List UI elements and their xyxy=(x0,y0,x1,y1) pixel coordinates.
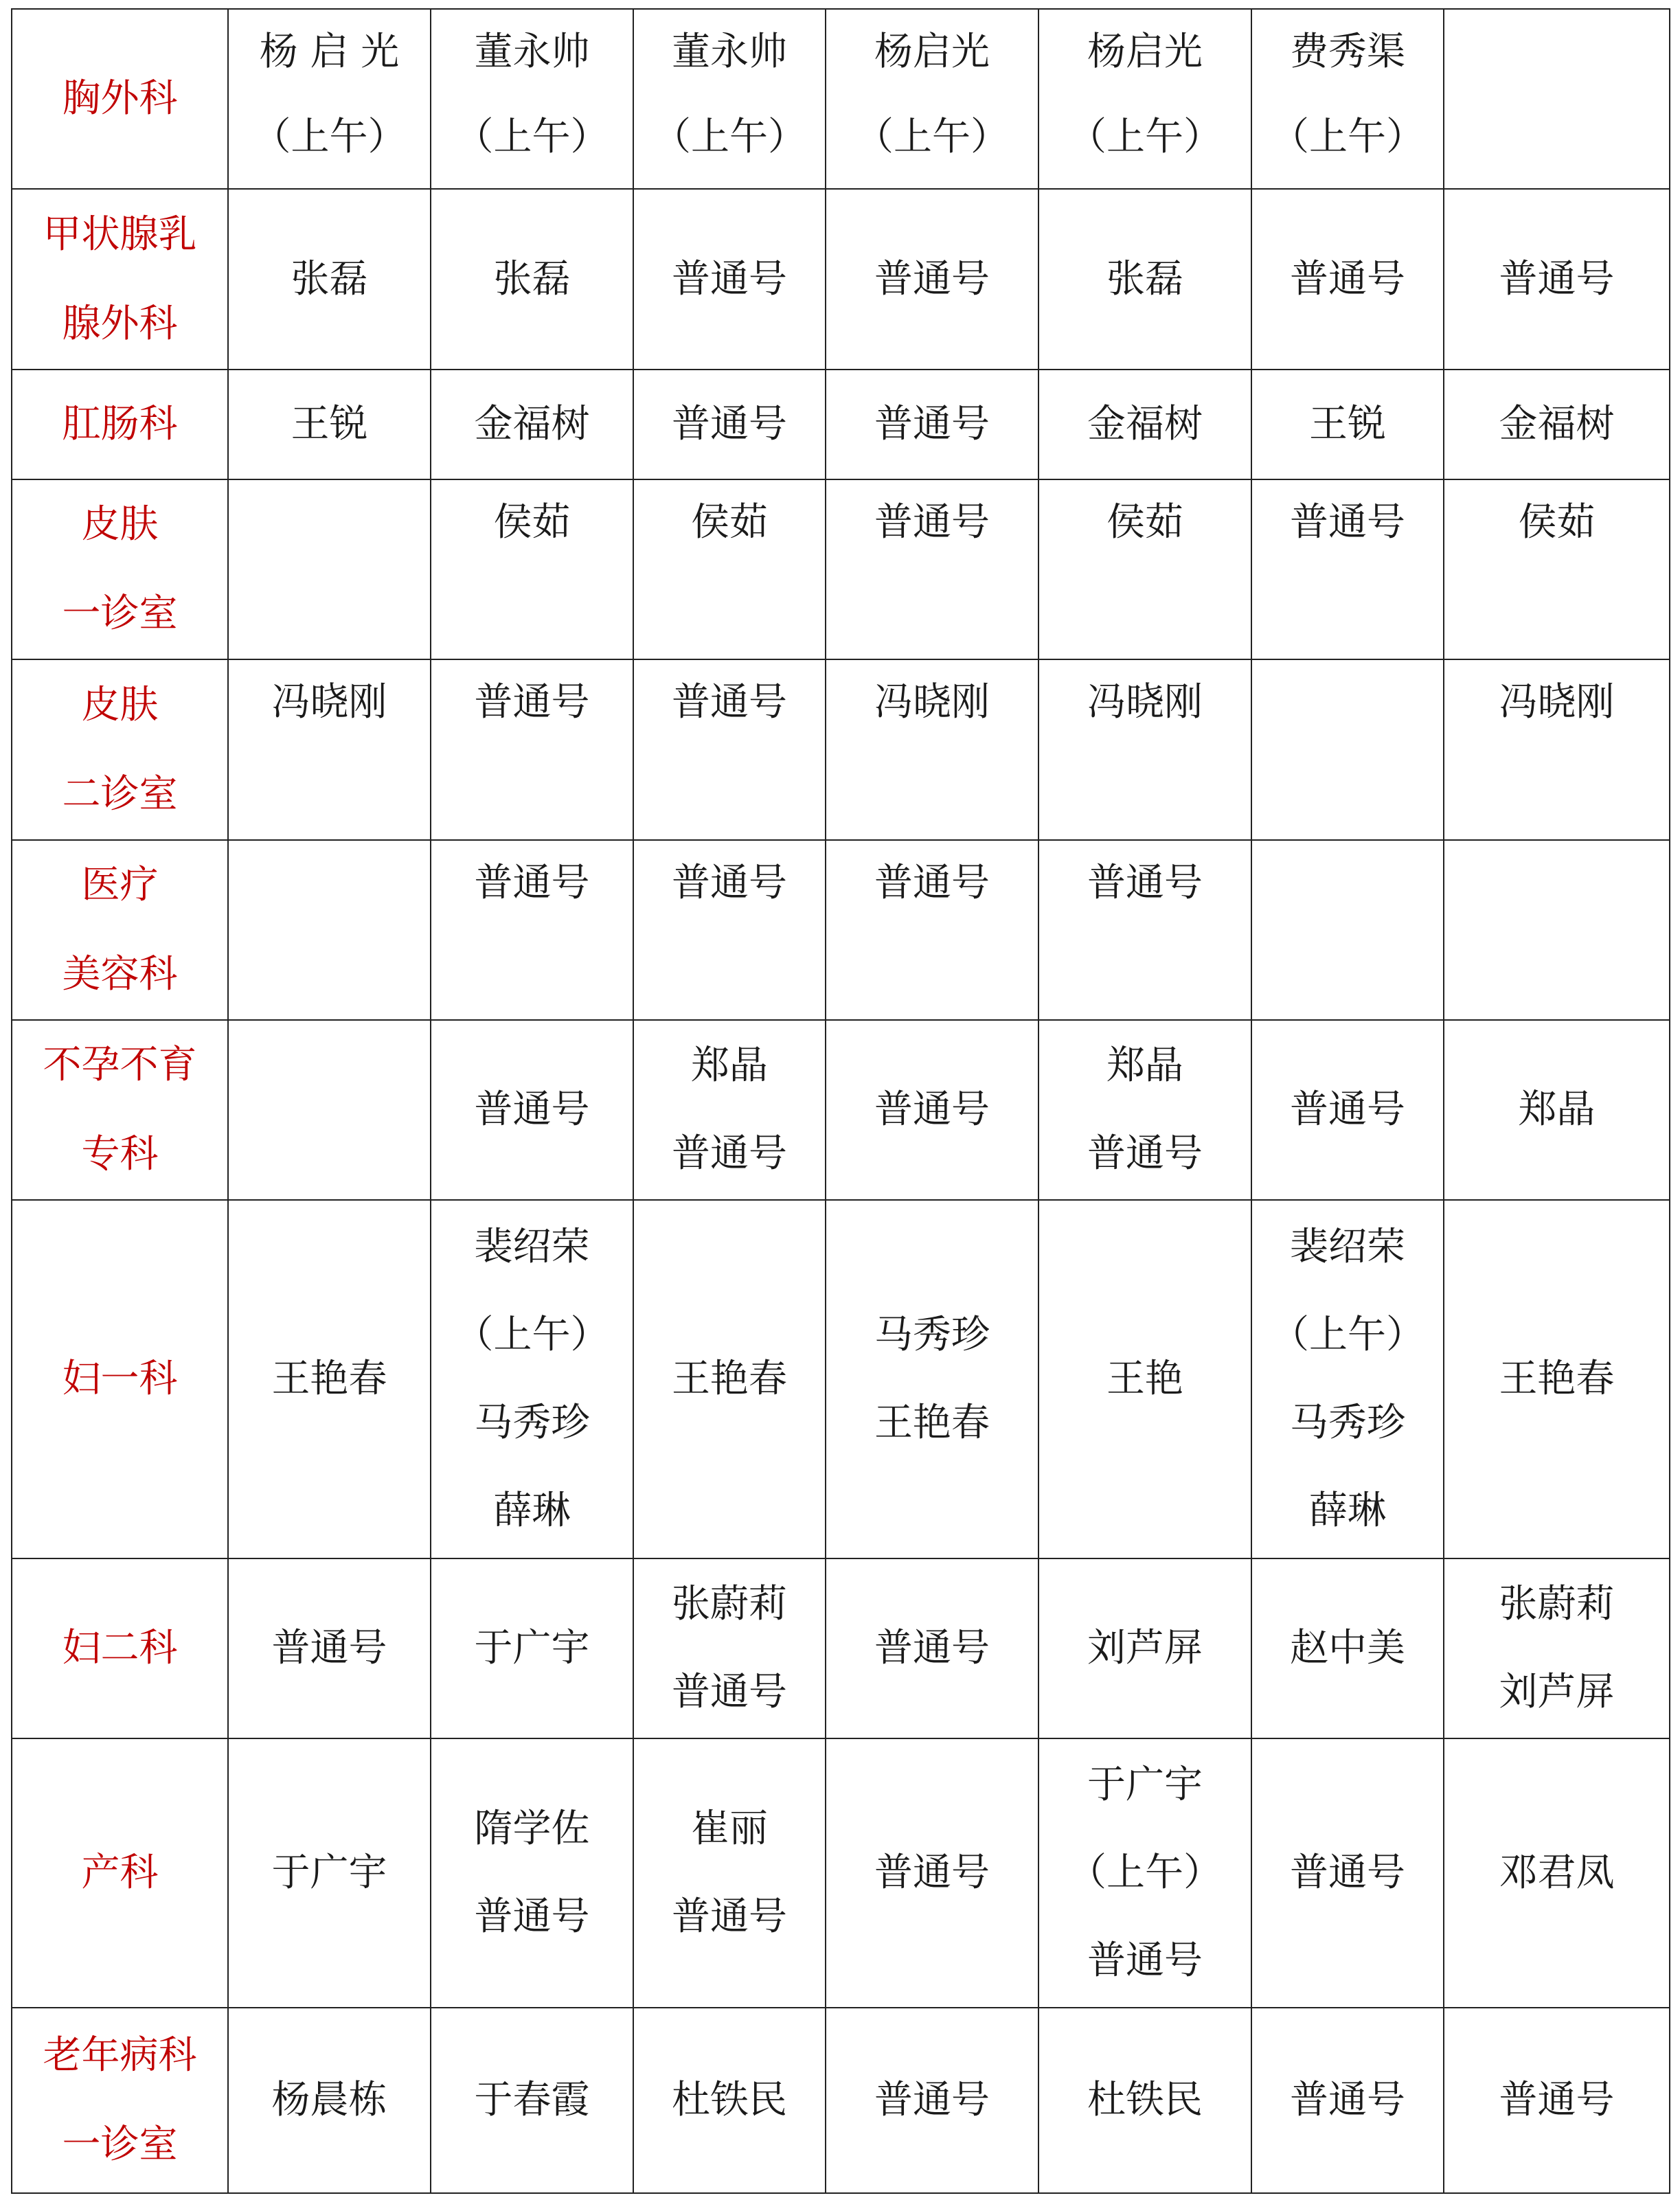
schedule-cell xyxy=(1251,1558,1444,1738)
schedule-cell xyxy=(228,2008,431,2193)
schedule-cell xyxy=(1251,1738,1444,2008)
doctor-entry: 冯晓刚 xyxy=(1087,680,1203,725)
doctor-entry: 张蔚莉 xyxy=(672,1582,787,1626)
doctor-entry: 马秀珍 xyxy=(474,1400,590,1445)
table-row xyxy=(12,1200,1670,1558)
doctor-entry: 侯茹 xyxy=(691,500,768,545)
schedule-cell xyxy=(431,2008,633,2193)
schedule-cell xyxy=(1444,9,1670,189)
doctor-entry: （上午） xyxy=(252,115,407,159)
department-cell xyxy=(12,370,228,479)
schedule-cell xyxy=(633,1020,826,1200)
schedule-cell xyxy=(826,479,1038,659)
schedule-cell xyxy=(633,370,826,479)
doctor-entry: （上午） xyxy=(1271,1313,1424,1357)
department-name: 妇二科 xyxy=(62,1626,178,1670)
department-name: 皮肤 xyxy=(81,682,159,727)
doctor-entry: 马秀珍 xyxy=(1290,1400,1405,1445)
doctor-entry: 普通号 xyxy=(672,680,787,725)
doctor-entry: （上午） xyxy=(1068,115,1222,159)
doctor-entry: 普通号 xyxy=(874,1626,990,1670)
schedule-cell xyxy=(1444,840,1670,1020)
schedule-cell xyxy=(826,1558,1038,1738)
schedule-body xyxy=(12,9,1670,2193)
doctor-entry: 普通号 xyxy=(672,402,787,446)
doctor-entry: （上午） xyxy=(455,1313,609,1357)
doctor-entry: 王艳春 xyxy=(271,1357,387,1401)
doctor-entry: 王锐 xyxy=(291,402,368,446)
schedule-cell xyxy=(228,9,431,189)
schedule-cell xyxy=(431,1558,633,1738)
schedule-cell xyxy=(1251,1200,1444,1558)
table-row xyxy=(12,9,1670,189)
doctor-entry: 普通号 xyxy=(672,256,787,302)
doctor-entry: 金福树 xyxy=(474,402,590,446)
schedule-cell xyxy=(633,9,826,189)
schedule-cell xyxy=(431,189,633,370)
schedule-cell xyxy=(1444,659,1670,840)
schedule-cell xyxy=(1038,2008,1251,2193)
schedule-cell xyxy=(1038,659,1251,840)
doctor-entry: 普通号 xyxy=(672,1131,787,1176)
doctor-entry: 普通号 xyxy=(1290,256,1405,302)
schedule-table xyxy=(11,8,1670,2194)
schedule-cell xyxy=(1444,189,1670,370)
doctor-entry: 普通号 xyxy=(1499,2078,1615,2122)
doctor-entry: 普通号 xyxy=(1087,1131,1203,1176)
doctor-entry: 刘芦屏 xyxy=(1499,1670,1615,1714)
department-cell xyxy=(12,659,228,840)
doctor-entry: 普通号 xyxy=(874,402,990,446)
doctor-entry: 张磊 xyxy=(493,256,571,302)
doctor-entry: 普通号 xyxy=(474,680,590,725)
doctor-entry: 侯茹 xyxy=(1106,500,1183,545)
schedule-cell xyxy=(1038,840,1251,1020)
department-name: 产科 xyxy=(81,1850,159,1895)
schedule-cell xyxy=(1251,1020,1444,1200)
doctor-entry: 普通号 xyxy=(672,1894,787,1939)
doctor-entry: 普通号 xyxy=(1290,1850,1405,1895)
doctor-entry: 刘芦屏 xyxy=(1087,1626,1203,1670)
doctor-entry: 杨 启 光 xyxy=(259,30,400,74)
department-name: 腺外科 xyxy=(62,301,178,346)
doctor-entry: 普通号 xyxy=(672,1670,787,1714)
schedule-cell xyxy=(228,1558,431,1738)
department-name: 专科 xyxy=(81,1132,159,1177)
doctor-entry: 董永帅 xyxy=(672,30,787,74)
schedule-cell xyxy=(431,370,633,479)
schedule-cell xyxy=(633,1738,826,2008)
doctor-entry: 普通号 xyxy=(474,1894,590,1939)
doctor-entry: 普通号 xyxy=(1290,500,1405,545)
department-name: 肛肠科 xyxy=(62,402,178,446)
schedule-cell xyxy=(228,1020,431,1200)
doctor-entry: 侯茹 xyxy=(1518,500,1596,545)
department-name: 妇一科 xyxy=(62,1357,178,1401)
doctor-entry: 侯茹 xyxy=(493,500,571,545)
department-name: 一诊室 xyxy=(62,591,178,636)
doctor-entry: 裴绍荣 xyxy=(474,1225,590,1269)
schedule-cell xyxy=(431,479,633,659)
schedule-cell xyxy=(1038,1020,1251,1200)
schedule-cell xyxy=(1038,1200,1251,1558)
doctor-entry: 金福树 xyxy=(1087,402,1203,446)
doctor-entry: 于广宇 xyxy=(271,1850,387,1895)
schedule-cell xyxy=(826,840,1038,1020)
schedule-cell xyxy=(633,2008,826,2193)
schedule-cell xyxy=(1444,370,1670,479)
doctor-entry: 普通号 xyxy=(1087,861,1203,905)
doctor-entry: 王艳春 xyxy=(874,1400,990,1445)
doctor-entry: 马秀珍 xyxy=(874,1313,990,1357)
department-cell xyxy=(12,840,228,1020)
doctor-entry: 赵中美 xyxy=(1290,1626,1405,1670)
doctor-entry: 裴绍荣 xyxy=(1290,1225,1405,1269)
department-cell xyxy=(12,9,228,189)
schedule-cell xyxy=(633,659,826,840)
doctor-entry: 张蔚莉 xyxy=(1499,1582,1615,1626)
schedule-cell xyxy=(1251,659,1444,840)
schedule-cell xyxy=(1038,1738,1251,2008)
doctor-entry: 杜铁民 xyxy=(672,2078,787,2122)
doctor-entry: 普通号 xyxy=(874,500,990,545)
doctor-entry: 郑晶 xyxy=(691,1043,768,1088)
schedule-cell xyxy=(228,189,431,370)
department-cell xyxy=(12,1200,228,1558)
doctor-entry: 普通号 xyxy=(874,861,990,905)
schedule-cell xyxy=(1251,370,1444,479)
doctor-entry: 普通号 xyxy=(1290,2078,1405,2122)
department-name: 一诊室 xyxy=(62,2122,178,2167)
schedule-cell xyxy=(431,1738,633,2008)
doctor-entry: 王艳 xyxy=(1106,1357,1183,1401)
doctor-entry: 郑晶 xyxy=(1518,1087,1596,1132)
schedule-cell xyxy=(431,1020,633,1200)
schedule-cell xyxy=(826,370,1038,479)
department-name: 皮肤 xyxy=(81,502,159,547)
department-cell xyxy=(12,1020,228,1200)
schedule-cell xyxy=(431,659,633,840)
department-cell xyxy=(12,1738,228,2008)
schedule-cell xyxy=(1038,370,1251,479)
department-name: 医疗 xyxy=(81,863,159,907)
table-row xyxy=(12,1738,1670,2008)
doctor-entry: 张磊 xyxy=(291,256,368,302)
doctor-entry: 董永帅 xyxy=(474,30,590,74)
department-cell xyxy=(12,189,228,370)
schedule-cell xyxy=(826,9,1038,189)
department-name: 美容科 xyxy=(62,952,178,997)
schedule-cell xyxy=(431,9,633,189)
schedule-cell xyxy=(633,1558,826,1738)
department-name: 胸外科 xyxy=(62,76,178,121)
table-row xyxy=(12,370,1670,479)
doctor-entry: 于春霞 xyxy=(474,2078,590,2122)
doctor-entry: 于广宇 xyxy=(474,1626,590,1670)
schedule-cell xyxy=(826,2008,1038,2193)
schedule-cell xyxy=(826,659,1038,840)
doctor-entry: 王艳春 xyxy=(1499,1357,1615,1401)
schedule-cell xyxy=(1444,479,1670,659)
table-row xyxy=(12,479,1670,659)
schedule-cell xyxy=(633,189,826,370)
schedule-cell xyxy=(1038,1558,1251,1738)
schedule-cell xyxy=(826,1020,1038,1200)
doctor-entry: 普通号 xyxy=(1290,1087,1405,1132)
table-row xyxy=(12,1558,1670,1738)
schedule-cell xyxy=(228,370,431,479)
schedule-cell xyxy=(826,1738,1038,2008)
doctor-entry: 冯晓刚 xyxy=(874,680,990,725)
doctor-entry: （上午） xyxy=(855,115,1009,159)
table-row xyxy=(12,1020,1670,1200)
doctor-entry: 郑晶 xyxy=(1106,1043,1183,1088)
doctor-entry: 普通号 xyxy=(874,1850,990,1895)
department-name: 甲状腺乳 xyxy=(43,212,197,257)
schedule-cell xyxy=(633,1200,826,1558)
table-row xyxy=(12,840,1670,1020)
schedule-cell xyxy=(1444,1738,1670,2008)
doctor-entry: 普通号 xyxy=(1087,1938,1203,1983)
doctor-entry: 普通号 xyxy=(874,256,990,302)
schedule-cell xyxy=(1038,479,1251,659)
doctor-entry: 薛琳 xyxy=(493,1488,571,1533)
doctor-entry: 冯晓刚 xyxy=(1499,680,1615,725)
schedule-cell xyxy=(1251,2008,1444,2193)
doctor-entry: 普通号 xyxy=(672,861,787,905)
doctor-entry: 邓君凤 xyxy=(1499,1850,1615,1895)
schedule-cell xyxy=(1038,189,1251,370)
schedule-cell xyxy=(431,1200,633,1558)
doctor-entry: 隋学佐 xyxy=(474,1806,590,1851)
department-name: 不孕不育 xyxy=(43,1043,197,1087)
schedule-cell xyxy=(826,1200,1038,1558)
doctor-entry: 普通号 xyxy=(474,861,590,905)
doctor-entry: 普通号 xyxy=(874,2078,990,2122)
schedule-cell xyxy=(826,189,1038,370)
schedule-cell xyxy=(1444,2008,1670,2193)
schedule-cell xyxy=(1038,9,1251,189)
doctor-entry: 王锐 xyxy=(1309,402,1386,446)
doctor-entry: （上午） xyxy=(455,115,609,159)
doctor-entry: 冯晓刚 xyxy=(271,680,387,725)
schedule-cell xyxy=(228,659,431,840)
schedule-cell xyxy=(1444,1558,1670,1738)
department-name: 老年病科 xyxy=(43,2033,197,2078)
doctor-entry: 崔丽 xyxy=(691,1806,768,1851)
schedule-cell xyxy=(228,479,431,659)
department-cell xyxy=(12,1558,228,1738)
doctor-entry: 杨启光 xyxy=(874,30,990,74)
schedule-cell xyxy=(228,1738,431,2008)
doctor-entry: 金福树 xyxy=(1499,402,1615,446)
schedule-cell xyxy=(431,840,633,1020)
table-row xyxy=(12,189,1670,370)
doctor-entry: 普通号 xyxy=(474,1087,590,1132)
schedule-cell xyxy=(228,840,431,1020)
doctor-entry: 薛琳 xyxy=(1309,1488,1386,1533)
doctor-entry: 杨晨栋 xyxy=(271,2078,387,2122)
schedule-cell xyxy=(1444,1200,1670,1558)
doctor-entry: 张磊 xyxy=(1106,256,1183,302)
schedule-cell xyxy=(1251,189,1444,370)
doctor-entry: （上午） xyxy=(652,115,806,159)
doctor-entry: 于广宇 xyxy=(1087,1762,1203,1807)
schedule-cell xyxy=(633,479,826,659)
doctor-entry: 普通号 xyxy=(1499,256,1615,302)
doctor-entry: （上午） xyxy=(1271,115,1424,159)
table-row xyxy=(12,2008,1670,2193)
doctor-entry: 杜铁民 xyxy=(1087,2078,1203,2122)
schedule-cell xyxy=(633,840,826,1020)
doctor-entry: 普通号 xyxy=(874,1087,990,1132)
department-cell xyxy=(12,2008,228,2193)
department-cell xyxy=(12,479,228,659)
doctor-entry: 普通号 xyxy=(271,1626,387,1670)
table-row xyxy=(12,659,1670,840)
doctor-entry: 王艳春 xyxy=(672,1357,787,1401)
doctor-entry: 杨启光 xyxy=(1087,30,1203,74)
schedule-cell xyxy=(1251,840,1444,1020)
doctor-entry: 费秀渠 xyxy=(1290,30,1405,74)
schedule-cell xyxy=(1251,9,1444,189)
department-name: 二诊室 xyxy=(62,771,178,817)
schedule-cell xyxy=(1251,479,1444,659)
doctor-entry: （上午） xyxy=(1068,1850,1222,1895)
schedule-cell xyxy=(228,1200,431,1558)
schedule-cell xyxy=(1444,1020,1670,1200)
